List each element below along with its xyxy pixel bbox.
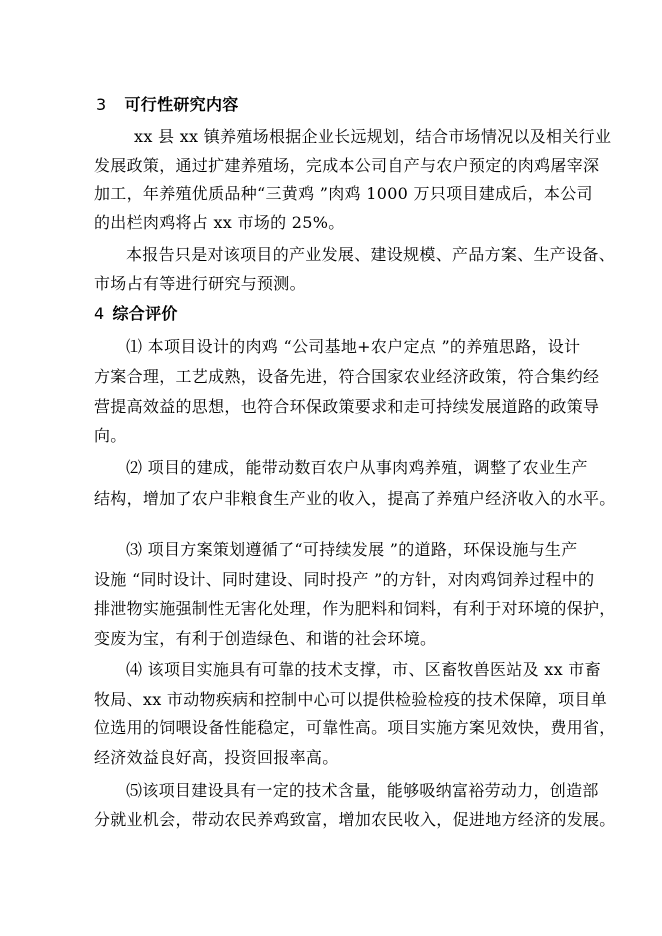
paragraph-line: 营提高效益的思想，也符合环保政策要求和走可持续发展道路的政策导 [94, 397, 600, 416]
paragraph-line: xx 县 xx 镇养殖场根据企业长远规划，结合市场情况以及相关行业 [134, 127, 612, 146]
paragraph-line: ⑷ 该项目实施具有可靠的技术支撑，市、区畜牧兽医站及 xx 市畜 [126, 660, 601, 679]
paragraph-line: 变废为宝，有利于创造绿色、和谐的社会环境。 [94, 629, 437, 648]
paragraph-line: 结构，增加了农户非粮食生产业的收入，提高了养殖户经济收入的水平。 [94, 489, 616, 508]
section-3-title: 可行性研究内容 [124, 95, 239, 114]
paragraph-line: ⑸该项目建设具有一定的技术含量，能够吸纳富裕劳动力，创造部 [126, 781, 599, 800]
section-4-number: 4 [94, 304, 105, 323]
paragraph-line: ⑵ 项目的建成，能带动数百农户从事肉鸡养殖，调整了农业生产 [126, 458, 588, 477]
paragraph-line: 经济效益良好高，投资回报率高。 [94, 748, 339, 767]
paragraph-line: 发展政策，通过扩建养殖场，完成本公司自产与农户预定的肉鸡屠宰深 [94, 156, 600, 175]
paragraph-line: 设施 “同时设计、同时建设、同时投产 ”的方针，对肉鸡饲养过程中的 [94, 570, 595, 589]
paragraph-line: 市场占有等进行研究与预测。 [94, 274, 306, 293]
paragraph-line: 排泄物实施强制性无害化处理，作为肥料和饲料，有利于对环境的保护， [94, 599, 616, 618]
paragraph-line: 分就业机会，带动农民养鸡致富，增加农民收入，促进地方经济的发展。 [94, 810, 616, 829]
paragraph-line: ⑴ 本项目设计的肉鸡 “公司基地+农户定点 ”的养殖思路，设计 [126, 337, 581, 356]
paragraph-line: 牧局、xx 市动物疾病和控制中心可以提供检验检疫的技术保障，项目单 [94, 690, 608, 709]
section-4-heading [94, 304, 178, 324]
paragraph-line: 方案合理，工艺成熟，设备先进，符合国家农业经济政策，符合集约经 [94, 367, 600, 386]
section-4-title: 综合评价 [112, 304, 178, 323]
paragraph-line: 的出栏肉鸡将占 xx 市场的 25%。 [94, 213, 345, 232]
section-3-heading [96, 95, 239, 115]
section-3-number: 3 [96, 95, 107, 114]
paragraph-line: 加工，年养殖优质品种“三黄鸡 ”肉鸡 1000 万只项目建成后，本公司 [94, 184, 593, 203]
paragraph-line: ⑶ 项目方案策划遵循了“可持续发展 ”的道路，环保设施与生产 [126, 540, 578, 559]
paragraph-line: 本报告只是对该项目的产业发展、建设规模、产品方案、生产设备、 [126, 245, 616, 264]
paragraph-line: 位选用的饲喂设备性能稳定，可靠性高。项目实施方案见效快，费用省， [94, 718, 616, 737]
paragraph-line: 向。 [94, 426, 127, 445]
